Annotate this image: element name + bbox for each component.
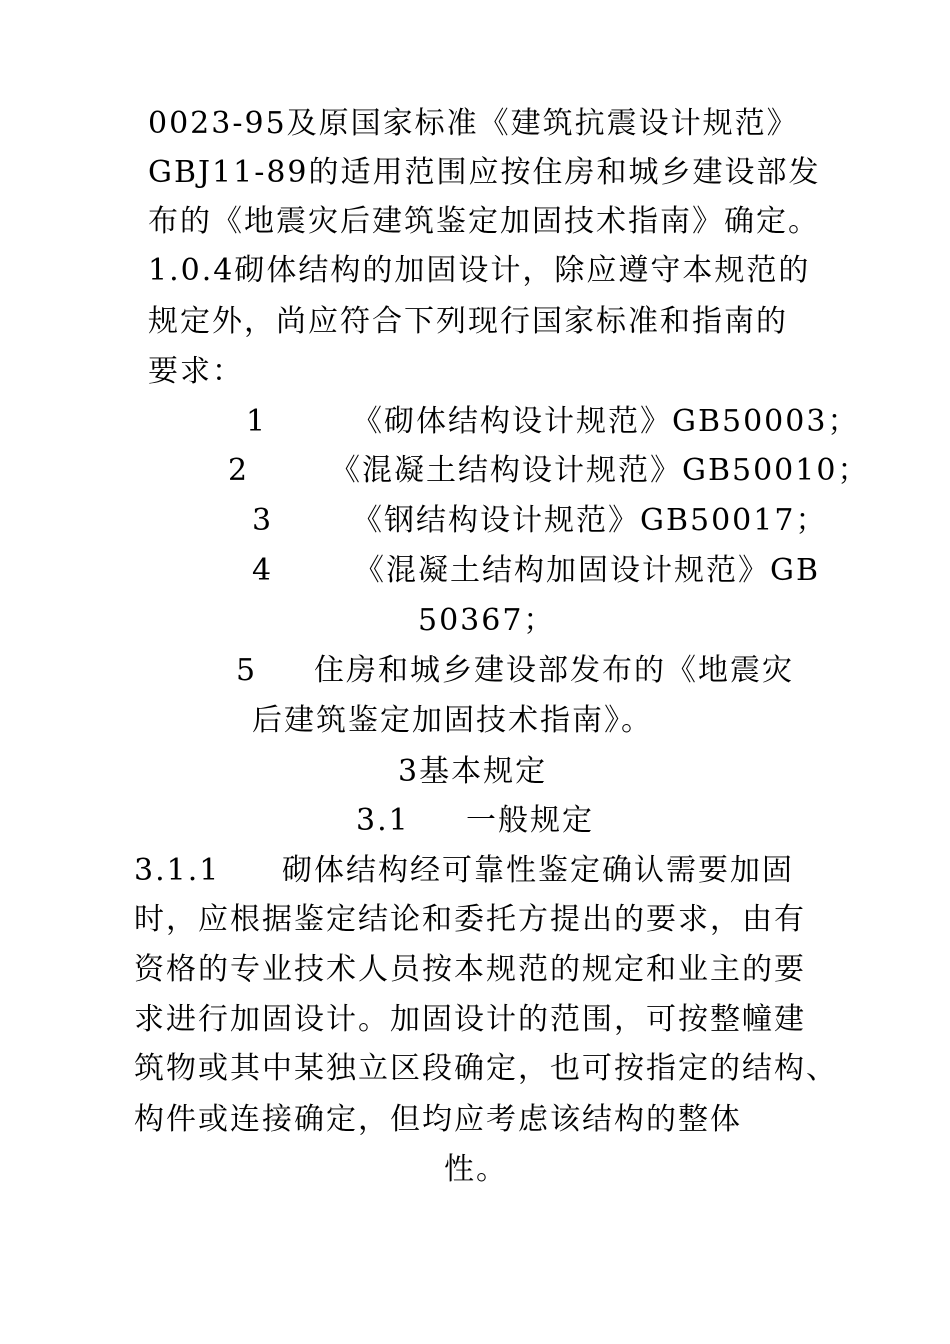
clause-line: 性。 [444, 1152, 508, 1187]
list-item-number: 5 [236, 653, 258, 688]
clause-line: 时，应根据鉴定结论和委托方提出的要求，由有 [134, 902, 806, 937]
paragraph-line: 规定外，尚应符合下列现行国家标准和指南的 [148, 304, 788, 339]
list-item-number: 3 [252, 503, 274, 538]
section-number: 3.1 [356, 803, 410, 838]
clause-line: 筑物或其中某独立区段确定，也可按指定的结构、 [134, 1051, 838, 1086]
clause-number: 3.1.1 [134, 853, 221, 888]
list-item-text: 《砌体结构设计规范》GB50003； [352, 404, 860, 439]
list-item-text: 《混凝土结构加固设计规范》GB [354, 553, 821, 588]
clause-line: 资格的专业技术人员按本规范的规定和业主的要 [134, 952, 806, 987]
list-item-number: 4 [252, 553, 274, 588]
paragraph-line: 1.0.4砌体结构的加固设计，除应遵守本规范的 [148, 253, 811, 288]
chapter-title: 3基本规定 [398, 754, 548, 789]
list-item-text: 《钢结构设计规范》GB50017； [352, 503, 828, 538]
list-item-continuation: 50367； [418, 603, 556, 638]
list-item-continuation: 后建筑鉴定加固技术指南》。 [252, 703, 653, 738]
section-title: 一般规定 [466, 803, 594, 838]
list-item-number: 2 [228, 453, 250, 488]
clause-line: 求进行加固设计。加固设计的范围，可按整幢建 [134, 1002, 806, 1037]
paragraph-line: 布的《地震灾后建筑鉴定加固技术指南》确定。 [148, 204, 820, 239]
paragraph-line: GBJ11-89的适用范围应按住房和城乡建设部发 [148, 155, 821, 190]
paragraph-line: 要求： [148, 354, 244, 389]
list-item-text: 《混凝土结构设计规范》GB50010； [330, 453, 870, 488]
clause-line: 构件或连接确定，但均应考虑该结构的整体 [134, 1102, 742, 1137]
list-item-number: 1 [246, 404, 268, 439]
list-item-text: 住房和城乡建设部发布的《地震灾 [314, 653, 794, 688]
clause-line: 砌体结构经可靠性鉴定确认需要加固 [282, 853, 794, 888]
paragraph-line: 0023-95及原国家标准《建筑抗震设计规范》 [148, 106, 799, 141]
